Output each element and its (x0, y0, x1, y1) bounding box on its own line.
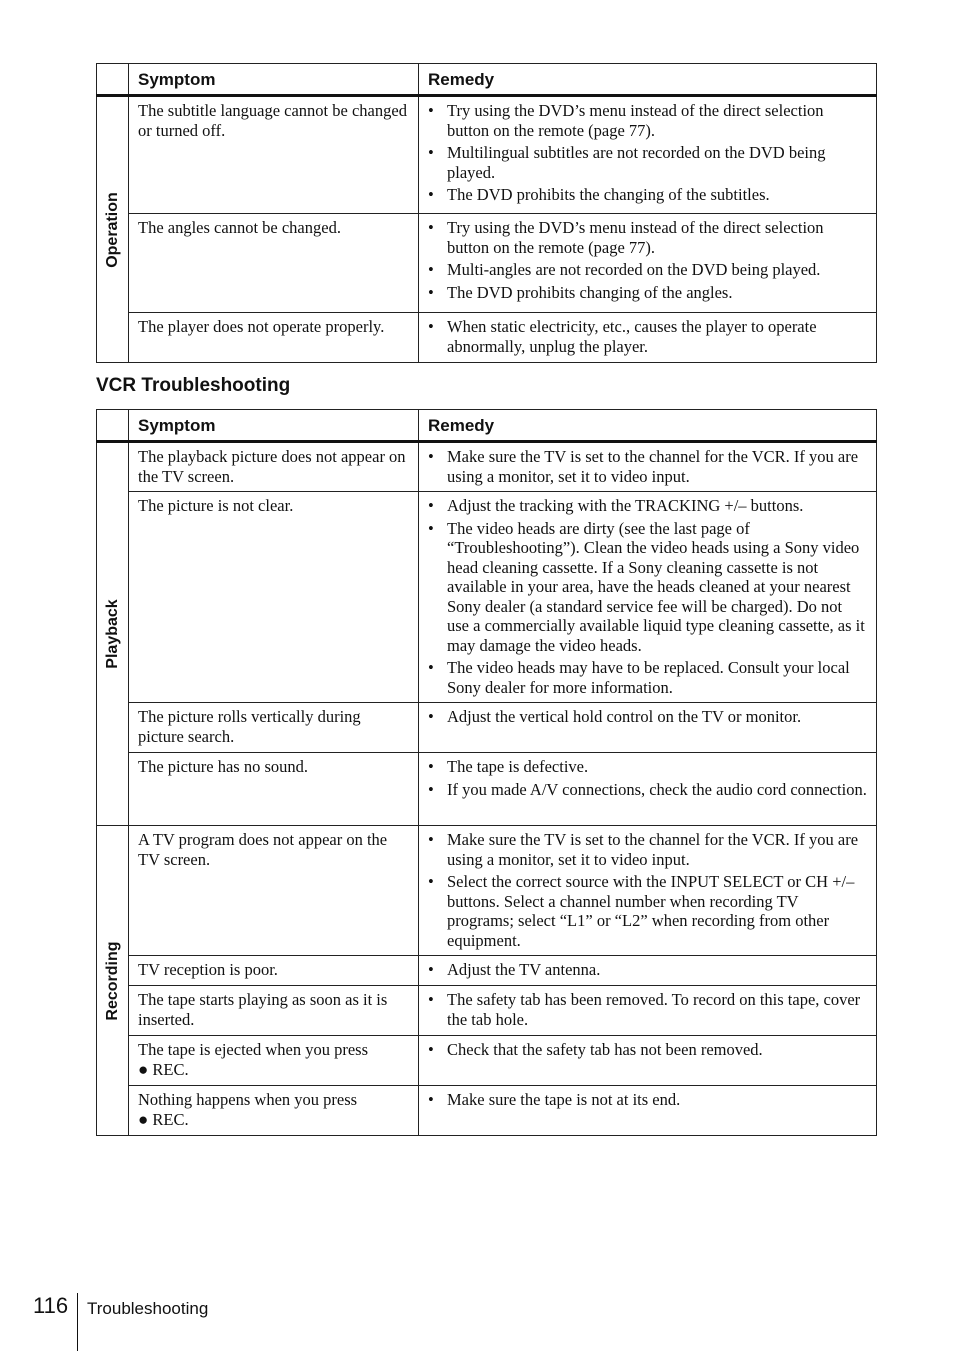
table-row (97, 986, 877, 1036)
remedy-item: • Select the correct source with the INPUT SELECT or CH +/– buttons. Select a channel number when recording TV programs; select “L1” or “L2” when recording from other equipment. (428, 872, 867, 950)
remedy-cell (419, 96, 877, 214)
remedy-cell (419, 492, 877, 703)
table-row (97, 214, 877, 313)
remedy-item: • Adjust the TV antenna. (428, 960, 867, 980)
table-row (97, 753, 877, 826)
remedy-item: • The safety tab has been removed. To record on this tape, cover the tab hole. (428, 990, 867, 1029)
table-row (97, 313, 877, 363)
remedy-item: • The video heads are dirty (see the last page of “Troubleshooting”). Clean the video heads using a Sony video head cleaning cassette. If a Sony cleaning cassette is not available in your area, have the heads cleaned at your nearest Sony dealer (a standard service fee will be charged). Do not use a commercially available liquid type cleaning cassette, as it may damage the video heads. (428, 519, 867, 656)
rec-label: REC. (152, 1109, 189, 1129)
remedy-item: • Adjust the tracking with the TRACKING +/– buttons. (428, 496, 867, 516)
remedy-item: • The video heads may have to be replaced. Consult your local Sony dealer for more information. (428, 658, 867, 697)
remedy-header: Remedy (419, 64, 877, 96)
section-header-cell (97, 64, 129, 96)
symptom-cell: The player does not operate properly. (129, 313, 419, 363)
footer-divider (77, 1293, 78, 1351)
record-dot-icon: ● (138, 1109, 149, 1129)
remedy-item: • When static electricity, etc., causes the player to operate abnormally, unplug the player. (428, 317, 867, 356)
symptom-cell: A TV program does not appear on the TV screen. (129, 826, 419, 956)
page-number: 116 (33, 1293, 69, 1318)
remedy-cell (419, 956, 877, 986)
section-label: Operation (103, 191, 121, 268)
remedy-cell (419, 703, 877, 753)
table-header-row (97, 64, 877, 96)
record-dot-icon: ● (138, 1059, 149, 1079)
remedy-item: • The DVD prohibits the changing of the subtitles. (428, 185, 867, 205)
section-playback (97, 442, 129, 826)
remedy-cell (419, 986, 877, 1036)
vcr-troubleshooting-heading: VCR Troubleshooting (96, 375, 291, 396)
remedy-item: • Make sure the tape is not at its end. (428, 1090, 867, 1110)
remedy-item: • Try using the DVD’s menu instead of the direct selection button on the remote (page 77). (428, 218, 867, 257)
section-recording (97, 826, 129, 1136)
symptom-text: The tape is ejected when you press (138, 1040, 369, 1059)
footer-section-title: Troubleshooting (87, 1299, 209, 1318)
table-row (97, 96, 877, 214)
remedy-cell (419, 753, 877, 826)
symptom-header: Symptom (129, 64, 419, 96)
table-row (97, 492, 877, 703)
symptom-cell: The picture rolls vertically during picture search. (129, 703, 419, 753)
remedy-cell (419, 1086, 877, 1136)
table-row (97, 956, 877, 986)
symptom-cell: The angles cannot be changed. (129, 214, 419, 313)
remedy-cell (419, 1036, 877, 1086)
symptom-cell: The subtitle language cannot be changed or turned off. (129, 96, 419, 214)
section-header-cell (97, 410, 129, 442)
section-operation (97, 96, 129, 363)
symptom-cell: The picture is not clear. (129, 492, 419, 703)
remedy-cell (419, 826, 877, 956)
dvd-troubleshooting-table (96, 63, 877, 363)
symptom-cell (129, 1036, 419, 1086)
remedy-cell (419, 313, 877, 363)
remedy-item: • If you made A/V connections, check the audio cord connection. (428, 780, 867, 800)
remedy-cell (419, 442, 877, 492)
remedy-item: • Adjust the vertical hold control on the TV or monitor. (428, 707, 867, 727)
remedy-item: • Make sure the TV is set to the channel for the VCR. If you are using a monitor, set it to video input. (428, 447, 867, 486)
table-row (97, 1036, 877, 1086)
symptom-cell: The playback picture does not appear on the TV screen. (129, 442, 419, 492)
rec-label: REC. (152, 1059, 189, 1079)
remedy-item: • Multi-angles are not recorded on the DVD being played. (428, 260, 867, 280)
remedy-item: • Check that the safety tab has not been removed. (428, 1040, 867, 1060)
remedy-item: • The tape is defective. (428, 757, 867, 777)
remedy-header: Remedy (419, 410, 877, 442)
remedy-item: • Make sure the TV is set to the channel for the VCR. If you are using a monitor, set it to video input. (428, 830, 867, 869)
table-header-row (97, 410, 877, 442)
symptom-header: Symptom (129, 410, 419, 442)
remedy-cell (419, 214, 877, 313)
table-row (97, 703, 877, 753)
symptom-cell: The tape starts playing as soon as it is inserted. (129, 986, 419, 1036)
table-row (97, 1086, 877, 1136)
remedy-item: • Try using the DVD’s menu instead of the direct selection button on the remote (page 77). (428, 101, 867, 140)
section-label: Playback (103, 599, 121, 669)
symptom-text: Nothing happens when you press (138, 1090, 358, 1109)
vcr-troubleshooting-table (96, 409, 877, 1136)
remedy-item: • The DVD prohibits changing of the angles. (428, 283, 867, 303)
symptom-cell (129, 1086, 419, 1136)
table-row (97, 442, 877, 492)
remedy-item: • Multilingual subtitles are not recorded on the DVD being played. (428, 143, 867, 182)
section-label: Recording (103, 940, 121, 1021)
table-row (97, 826, 877, 956)
symptom-cell: The picture has no sound. (129, 753, 419, 826)
symptom-cell: TV reception is poor. (129, 956, 419, 986)
